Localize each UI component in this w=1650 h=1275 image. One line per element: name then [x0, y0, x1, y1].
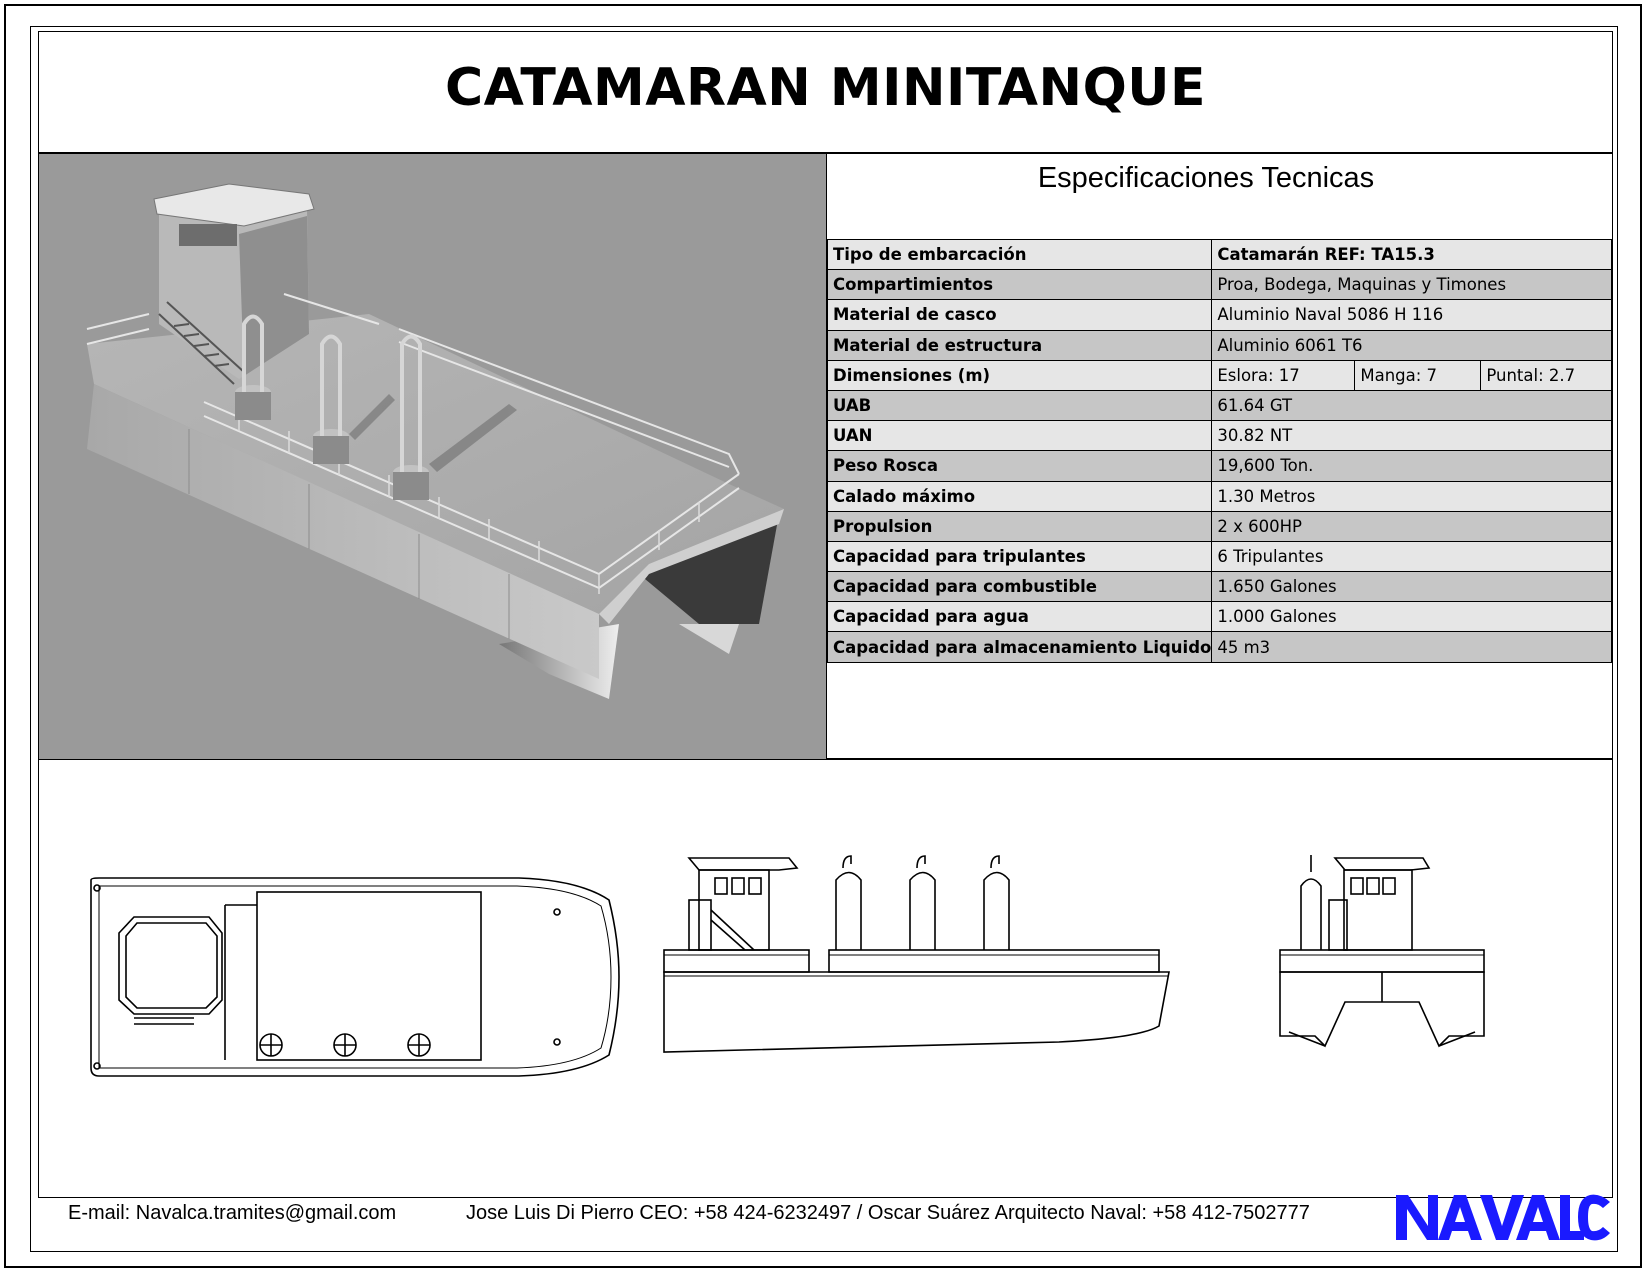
spec-label: Capacidad para tripulantes — [828, 541, 1212, 571]
spec-value: 19,600 Ton. — [1212, 451, 1612, 481]
spec-label: UAB — [828, 390, 1212, 420]
spec-label: Capacidad para almacenamiento Liquido — [828, 632, 1212, 662]
spec-label: Dimensiones (m) — [828, 360, 1212, 390]
table-row — [828, 270, 1612, 300]
specs-heading: Especificaciones Tecnicas — [1037, 162, 1375, 194]
page-title: CATAMARAN MINITANQUE — [444, 58, 1207, 118]
spec-label: Material de casco — [828, 300, 1212, 330]
table-row — [828, 360, 1612, 390]
table-row — [828, 572, 1612, 602]
table-row — [828, 511, 1612, 541]
table-row — [828, 602, 1612, 632]
spec-puntal: Puntal: 2.7 — [1481, 360, 1612, 390]
spec-label: Material de estructura — [828, 330, 1212, 360]
spec-label: UAN — [828, 421, 1212, 451]
spec-value: Catamarán REF: TA15.3 — [1212, 240, 1612, 270]
spec-value: Proa, Bodega, Maquinas y Timones — [1212, 270, 1612, 300]
spec-label: Capacidad para agua — [828, 602, 1212, 632]
spec-manga: Manga: 7 — [1355, 360, 1481, 390]
spec-label: Peso Rosca — [828, 451, 1212, 481]
navalca-logo — [1394, 1190, 1612, 1245]
catamaran-render-image — [39, 154, 826, 759]
table-row — [828, 481, 1612, 511]
spec-label: Tipo de embarcación — [828, 240, 1212, 270]
plan-view-drawing — [91, 878, 619, 1076]
spec-label: Propulsion — [828, 511, 1212, 541]
spec-value: 2 x 600HP — [1212, 511, 1612, 541]
technical-drawings — [39, 760, 1612, 1197]
specs-table — [827, 239, 1612, 663]
spec-value: 1.650 Galones — [1212, 572, 1612, 602]
table-row — [828, 451, 1612, 481]
spec-value: 61.64 GT — [1212, 390, 1612, 420]
side-elevation-drawing — [664, 856, 1169, 1052]
spec-value: 45 m3 — [1212, 632, 1612, 662]
table-row — [828, 541, 1612, 571]
table-row — [828, 632, 1612, 662]
spec-label: Capacidad para combustible — [828, 572, 1212, 602]
table-row — [828, 300, 1612, 330]
table-row — [828, 421, 1612, 451]
spec-value: Aluminio 6061 T6 — [1212, 330, 1612, 360]
spec-value: Aluminio Naval 5086 H 116 — [1212, 300, 1612, 330]
spec-label: Calado máximo — [828, 481, 1212, 511]
spec-label: Compartimientos — [828, 270, 1212, 300]
footer-email: E-mail: Navalca.tramites@gmail.com — [68, 1202, 397, 1224]
footer-contacts: Jose Luis Di Pierro CEO: +58 424-6232497 / Oscar Suárez Arquitecto Naval: +58 412-7502777 — [466, 1202, 1310, 1224]
front-elevation-drawing — [1280, 855, 1484, 1046]
table-row — [828, 330, 1612, 360]
spec-value: 30.82 NT — [1212, 421, 1612, 451]
spec-value: 6 Tripulantes — [1212, 541, 1612, 571]
table-row — [828, 240, 1612, 270]
spec-value: 1.30 Metros — [1212, 481, 1612, 511]
spec-eslora: Eslora: 17 — [1212, 360, 1355, 390]
spec-value: 1.000 Galones — [1212, 602, 1612, 632]
table-row — [828, 390, 1612, 420]
